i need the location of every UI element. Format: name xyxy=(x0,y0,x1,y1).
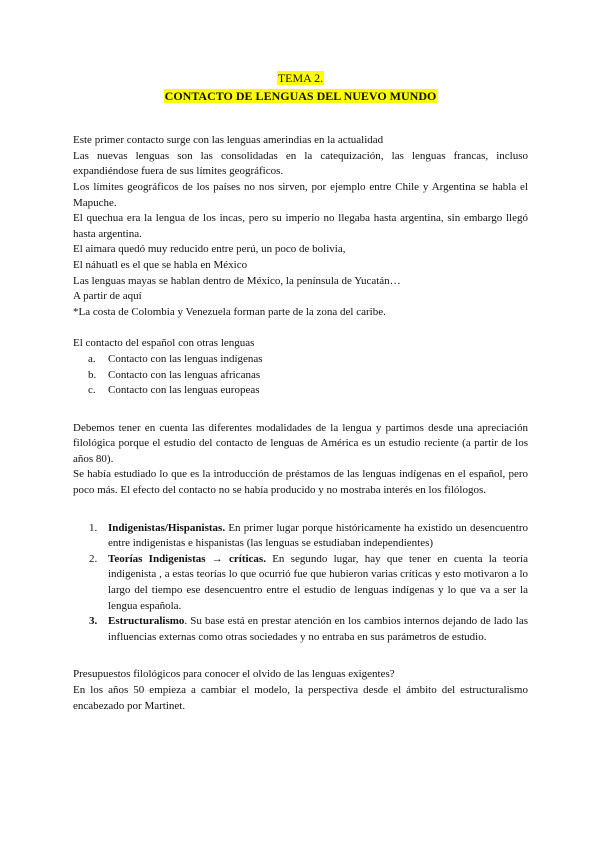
paragraph: En los años 50 empieza a cambiar el modelo, la perspectiva desde el ámbito del estructuralismo encabezado por Martinet. xyxy=(73,684,528,712)
paragraph: Este primer contacto surge con las lenguas amerindias en la actualidad xyxy=(73,134,384,147)
paragraph: El náhuatl es el que se habla en México xyxy=(73,258,248,271)
list-item: b. Contacto con las lenguas africanas xyxy=(88,368,261,381)
list-item: 3. Estructuralismo. Su base está en prestar atención en los cambios internos dejando de lado las influencias externas como otras sociedades y no entraba en sus parámetros de estudio. xyxy=(89,615,528,643)
paragraph: Los límites geográficos de los países no nos sirven, por ejemplo entre Chile y Argentina se habla el Mapuche. xyxy=(73,180,528,209)
contact-list xyxy=(73,352,528,399)
paragraph: Las lenguas mayas se hablan dentro de México, la península de Yucatán… xyxy=(73,274,401,287)
body-section xyxy=(73,421,528,499)
paragraph: Se había estudiado lo que es la introducción de préstamos de las lenguas indígenas en el español, pero poco más. El efecto del contacto no se había producido y no mostraba interés en los filólogos. xyxy=(73,468,528,497)
contact-heading: El contacto del español con otras lenguas xyxy=(73,337,255,350)
paragraph: *La costa de Colombia y Venezuela forman parte de la zona del caribe. xyxy=(73,305,386,318)
paragraph: El aimara quedó muy reducido entre perú, un poco de bolivia, xyxy=(73,243,346,256)
list-item: c. Contacto con las lenguas europeas xyxy=(88,384,260,397)
document-page xyxy=(73,70,528,714)
list-item: a. Contacto con las lenguas indígenas xyxy=(88,352,263,365)
list-item: 1. Indigenistas/Hispanistas. En primer lugar porque históricamente ha existido un desencuentro entre indigenistas e hispanistas (las lenguas se estudiaban independientes) xyxy=(89,521,528,550)
paragraph: Debemos tener en cuenta las diferentes modalidades de la lengua y partimos desde una apreciación filológica porque el estudio del contacto de lenguas de América es un estudio reciente (a partir de los años 80). xyxy=(73,421,528,465)
page-title: CONTACTO DE LENGUAS DEL NUEVO MUNDO xyxy=(164,88,437,103)
topic-number: TEMA 2. xyxy=(277,71,324,85)
paragraph: A partir de aquí xyxy=(73,290,142,303)
closing-section xyxy=(73,667,528,714)
intro-section xyxy=(73,133,528,320)
paragraph: El quechua era la lengua de los incas, pero su imperio no llegaba hasta argentina, sin embargo llegó hasta argentina. xyxy=(73,212,528,240)
theories-list xyxy=(73,521,528,646)
list-item: 2. Teorías Indigenistas → críticas. En segundo lugar, hay que tener en cuenta la teoría indigenista , a estas teorías lo que ocurrió fue que hubieron varias críticas y esto motivaron a lo largo del tiempo ese desencuentro entre el estudio de lenguas indígenas y lo que va a ser la lengua española. xyxy=(89,552,528,612)
contact-section xyxy=(73,336,528,398)
paragraph: Presupuestos filológicos para conocer el olvido de las lenguas exigentes? xyxy=(73,668,395,681)
title-block xyxy=(73,70,528,105)
paragraph: Las nuevas lenguas son las consolidadas en la catequización, las lenguas francas, incluso expandiéndose fuera de sus límites geográficos. xyxy=(73,149,528,178)
